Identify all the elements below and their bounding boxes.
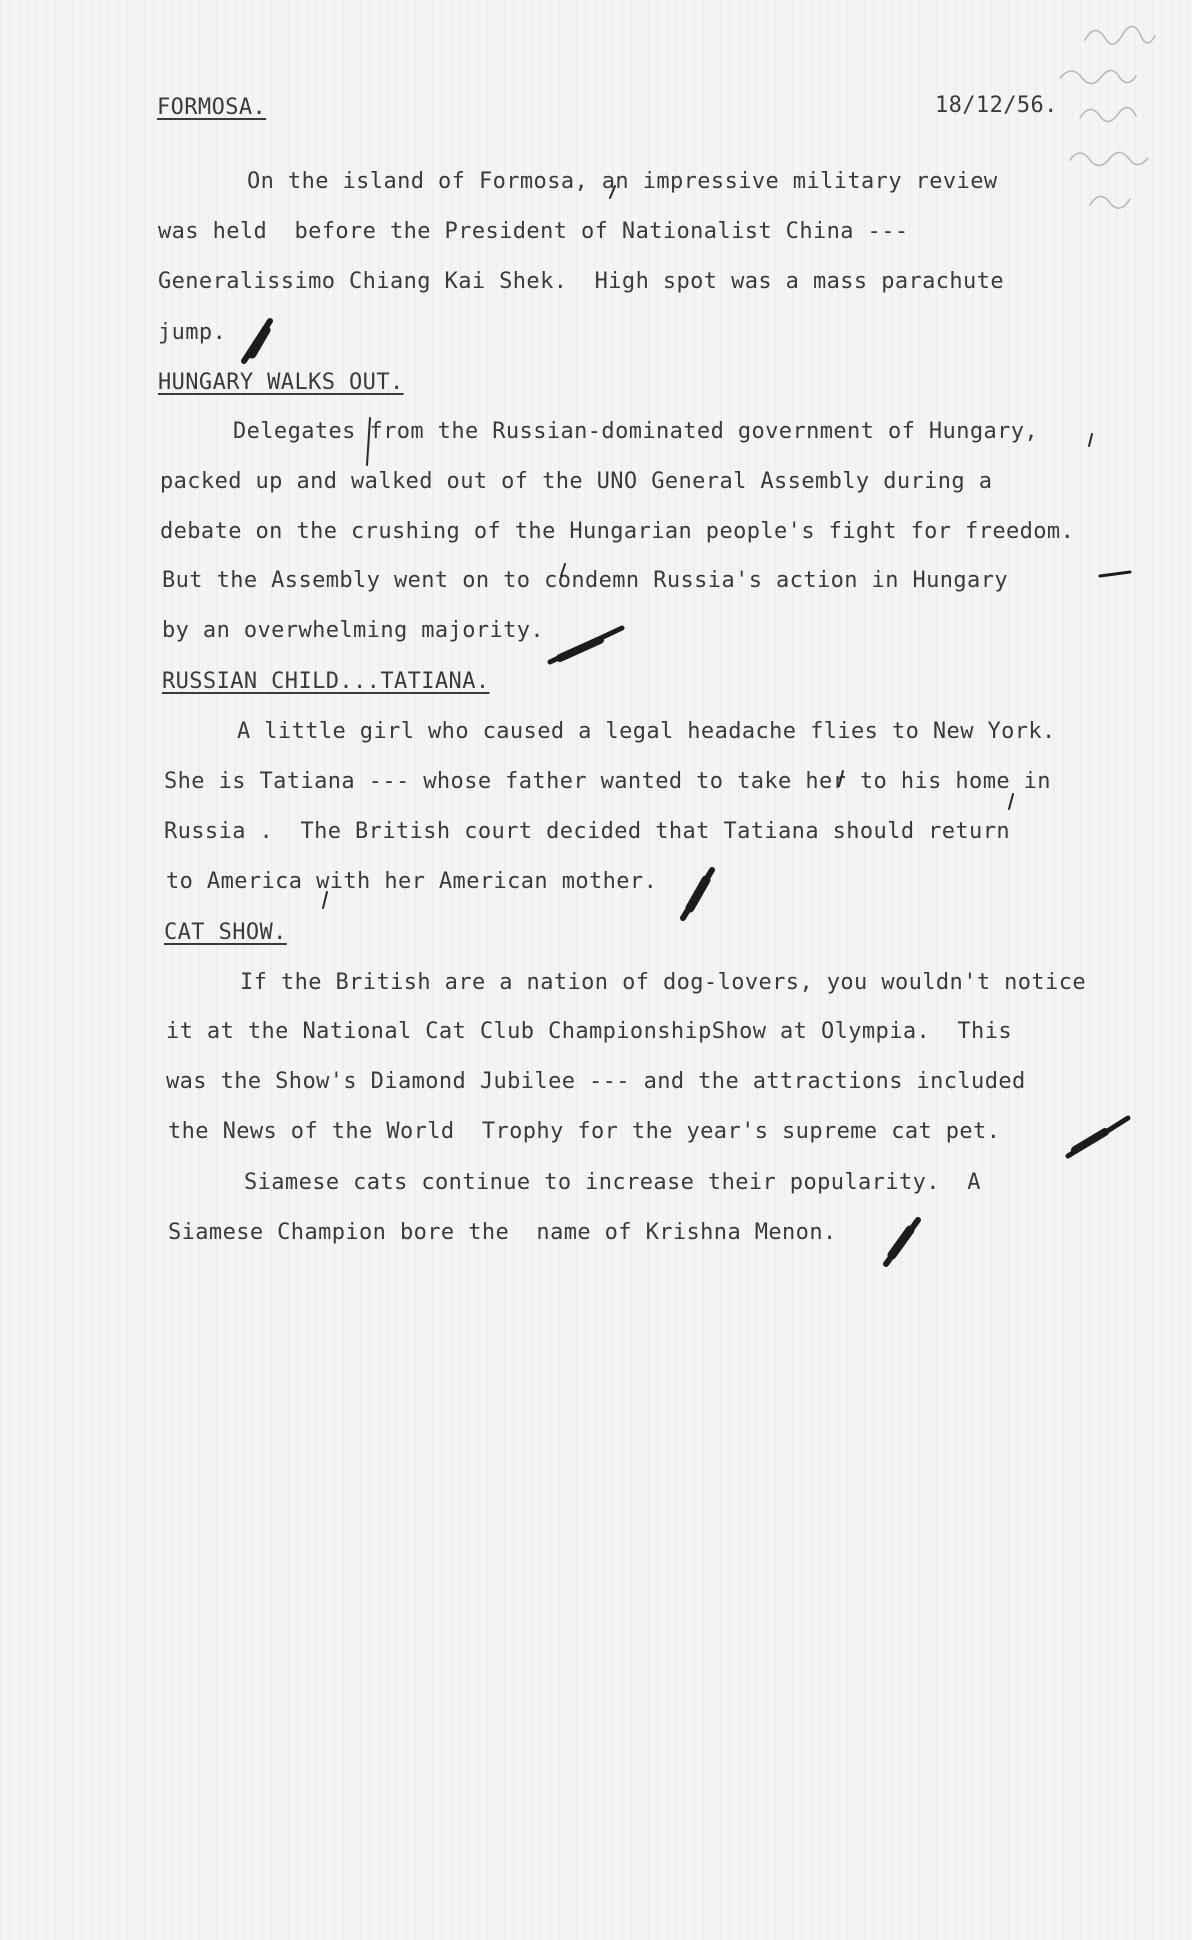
document-date: 18/12/56.: [935, 93, 1058, 118]
cat-line-2: it at the National Cat Club ChampionshipShow at Olympia. This: [166, 1019, 1012, 1044]
cat-line-3: was the Show's Diamond Jubilee --- and the attractions included: [166, 1069, 1026, 1094]
formosa-line-2: was held before the President of Nationalist China ---: [158, 219, 909, 244]
formosa-line-4: jump.: [158, 320, 227, 345]
russian-line-2: She is Tatiana --- whose father wanted to take her to his home in: [164, 769, 1051, 794]
russian-line-3: Russia . The British court decided that Tatiana should return: [164, 819, 1010, 844]
hungary-line-4: But the Assembly went on to condemn Russia's action in Hungary: [162, 568, 1008, 593]
hungary-line-1: Delegates from the Russian-dominated government of Hungary,: [233, 419, 1039, 444]
formosa-line-3: Generalissimo Chiang Kai Shek. High spot was a mass parachute: [158, 269, 1004, 294]
cat-line-5: Siamese cats continue to increase their popularity. A: [244, 1170, 981, 1195]
hungary-line-3: debate on the crushing of the Hungarian people's fight for freedom.: [160, 519, 1075, 544]
cat-line-4: the News of the World Trophy for the year's supreme cat pet.: [168, 1119, 1001, 1144]
story-heading-formosa: FORMOSA.: [157, 95, 267, 120]
cat-line-1: If the British are a nation of dog-lovers, you wouldn't notice: [240, 970, 1086, 995]
pencil-corner-notes: [1060, 26, 1155, 208]
story-heading-russian-child: RUSSIAN CHILD...TATIANA.: [162, 669, 490, 694]
hungary-line-5: by an overwhelming majority.: [162, 618, 545, 643]
story-heading-hungary: HUNGARY WALKS OUT.: [158, 370, 404, 395]
formosa-line-1: On the island of Formosa, an impressive military review: [247, 169, 998, 194]
story-heading-cat-show: CAT SHOW.: [164, 920, 287, 945]
cat-line-6: Siamese Champion bore the name of Krishna Menon.: [168, 1220, 837, 1245]
russian-line-1: A little girl who caused a legal headache flies to New York.: [237, 719, 1056, 744]
hungary-line-2: packed up and walked out of the UNO General Assembly during a: [160, 469, 993, 494]
russian-line-4: to America with her American mother.: [166, 869, 658, 894]
